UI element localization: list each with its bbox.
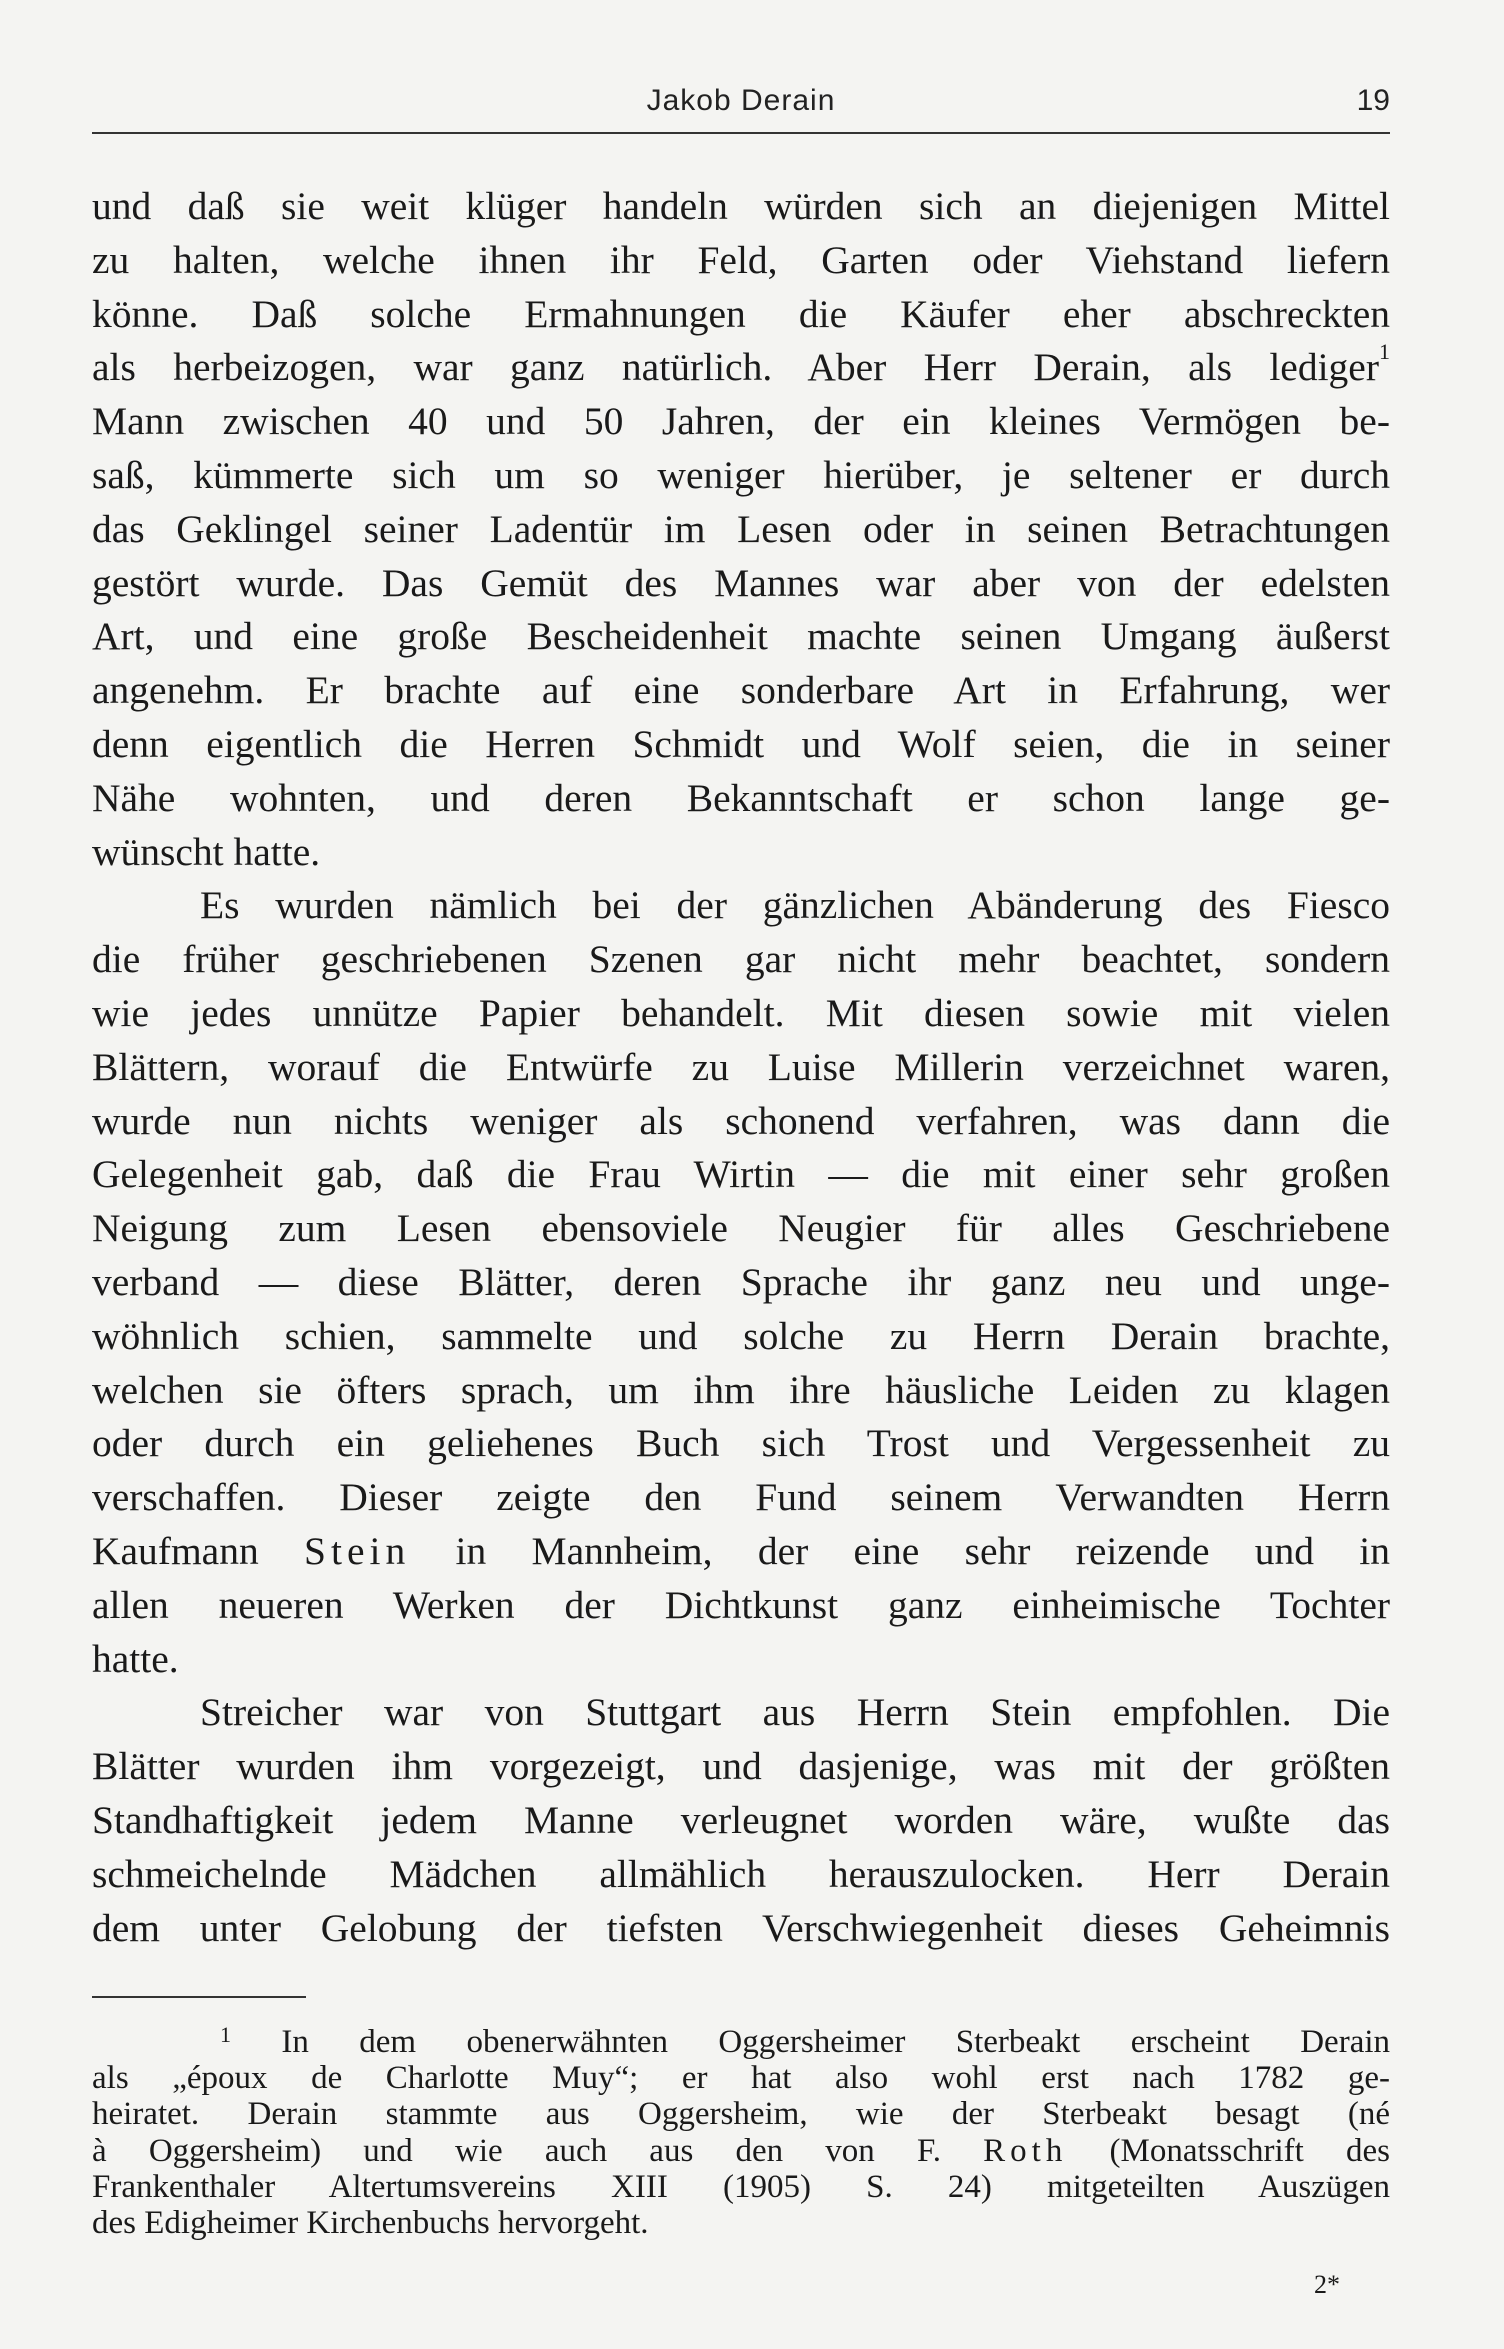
text-line: könne. Daß solche Ermahnungen die Käufer eher abschreckten [92,291,1390,336]
footnote-line: Frankenthaler Altertumsvereins XIII (1905) S. 24) mitgeteilten Auszügen [92,2168,1390,2205]
footnote-spaced-name: Roth [983,2132,1068,2169]
text-line: Blättern, worauf die Entwürfe zu Luise Millerin verzeichnet waren, [92,1044,1390,1089]
text-line: angenehm. Er brachte auf eine sonderbare Art in Erfahrung, wer [92,668,1390,713]
text-line: welchen sie öfters sprach, um ihm ihre häusliche Leiden zu klagen [92,1367,1390,1412]
text-line: Es wurden nämlich bei der gänzlichen Abänderung des Fiesco [200,883,1390,928]
footnote [92,2024,1390,2241]
text-line: wurde nun nichts weniger als schonend verfahren, was dann die [92,1098,1390,1143]
text-line: Gelegenheit gab, daß die Frau Wirtin — die mit einer sehr großen [92,1152,1390,1197]
text-line: verband — diese Blätter, deren Sprache ihr ganz neu und unge- [92,1259,1390,1304]
text-line: Art, und eine große Bescheidenheit machte seinen Umgang äußerst [92,614,1390,659]
header-rule [92,132,1390,134]
text-line: Mann zwischen 40 und 50 Jahren, der ein kleines Vermögen be- [92,399,1390,444]
footnote-line: heiratet. Derain stammte aus Oggersheim, wie der Sterbeakt besagt (né [92,2096,1390,2133]
footnote-line-content: à Oggersheim) und wie auch aus den von F. [92,2132,941,2169]
text-line: das Geklingel seiner Ladentür im Lesen oder in seinen Betrachtungen [92,506,1390,551]
text-line: die früher geschriebenen Szenen gar nicht mehr beachtet, sondern [92,937,1390,982]
text-line: Blätter wurden ihm vorgezeigt, und dasjenige, was mit der größten [92,1744,1390,1789]
text-line: dem unter Gelobung der tiefsten Verschwiegenheit dieses Geheimnis [92,1905,1390,1950]
running-title: Jakob Derain [646,84,836,117]
footnote-reference: 1 [1379,341,1390,365]
text-line-content: als herbeizogen, war ganz natürlich. Aber Herr Derain, als lediger [92,345,1379,390]
footnote-line [92,2133,1390,2169]
text-line: Nähe wohnten, und deren Bekanntschaft er schon lange ge- [92,775,1390,820]
text-line: Standhaftigkeit jedem Manne verleugnet worden wäre, wußte das [92,1797,1390,1842]
footnote-rule [92,1996,306,1998]
text-line-content: in Mannheim, der eine sehr reizende und in [455,1528,1390,1573]
spaced-name: Stein [304,1528,411,1573]
text-line: verschaffen. Dieser zeigte den Fund seinem Verwandten Herrn [92,1475,1390,1520]
text-line: Streicher war von Stuttgart aus Herrn Stein empfohlen. Die [200,1690,1390,1735]
footnote-line [92,2024,1390,2060]
footnote-line-content: (Monatsschrift des [1109,2132,1390,2169]
footnote-line: des Edigheimer Kirchenbuchs hervorgeht. [92,2204,649,2241]
text-line: saß, kümmerte sich um so weniger hierüber, je seltener er durch [92,452,1390,497]
text-line: hatte. [92,1636,179,1681]
text-line [92,1525,1390,1579]
footnote-line-content: In dem obenerwähnten Oggersheimer Sterbeakt erscheint Derain [281,2024,1390,2060]
text-line: und daß sie weit klüger handeln würden sich an diejenigen Mittel [92,184,1390,228]
text-line-content: Kaufmann [92,1528,259,1573]
text-line: denn eigentlich die Herren Schmidt und Wolf seien, die in seiner [92,721,1390,766]
text-line: gestört wurde. Das Gemüt des Mannes war aber von der edelsten [92,560,1390,605]
text-line: allen neueren Werken der Dichtkunst ganz einheimische Tochter [92,1582,1390,1627]
text-line: wünscht hatte. [92,829,321,874]
signature-mark: 2* [1314,2270,1340,2299]
running-header [92,78,1390,128]
text-line [92,341,1390,395]
text-line: schmeichelnde Mädchen allmählich herauszulocken. Herr Derain [92,1851,1390,1896]
text-line: oder durch ein geliehenes Buch sich Trost und Vergessenheit zu [92,1421,1390,1466]
text-line: zu halten, welche ihnen ihr Feld, Garten oder Viehstand liefern [92,237,1390,282]
footnote-marker: 1 [220,2024,231,2047]
page-number: 19 [1356,84,1390,117]
footnote-line: als „époux de Charlotte Muy“; er hat also wohl erst nach 1782 ge- [92,2060,1390,2097]
text-line: wie jedes unnütze Papier behandelt. Mit diesen sowie mit vielen [92,990,1390,1035]
text-line: wöhnlich schien, sammelte und solche zu Herrn Derain brachte, [92,1313,1390,1358]
text-line: Neigung zum Lesen ebensoviele Neugier für alles Geschriebene [92,1206,1390,1251]
main-text [92,180,1390,1955]
